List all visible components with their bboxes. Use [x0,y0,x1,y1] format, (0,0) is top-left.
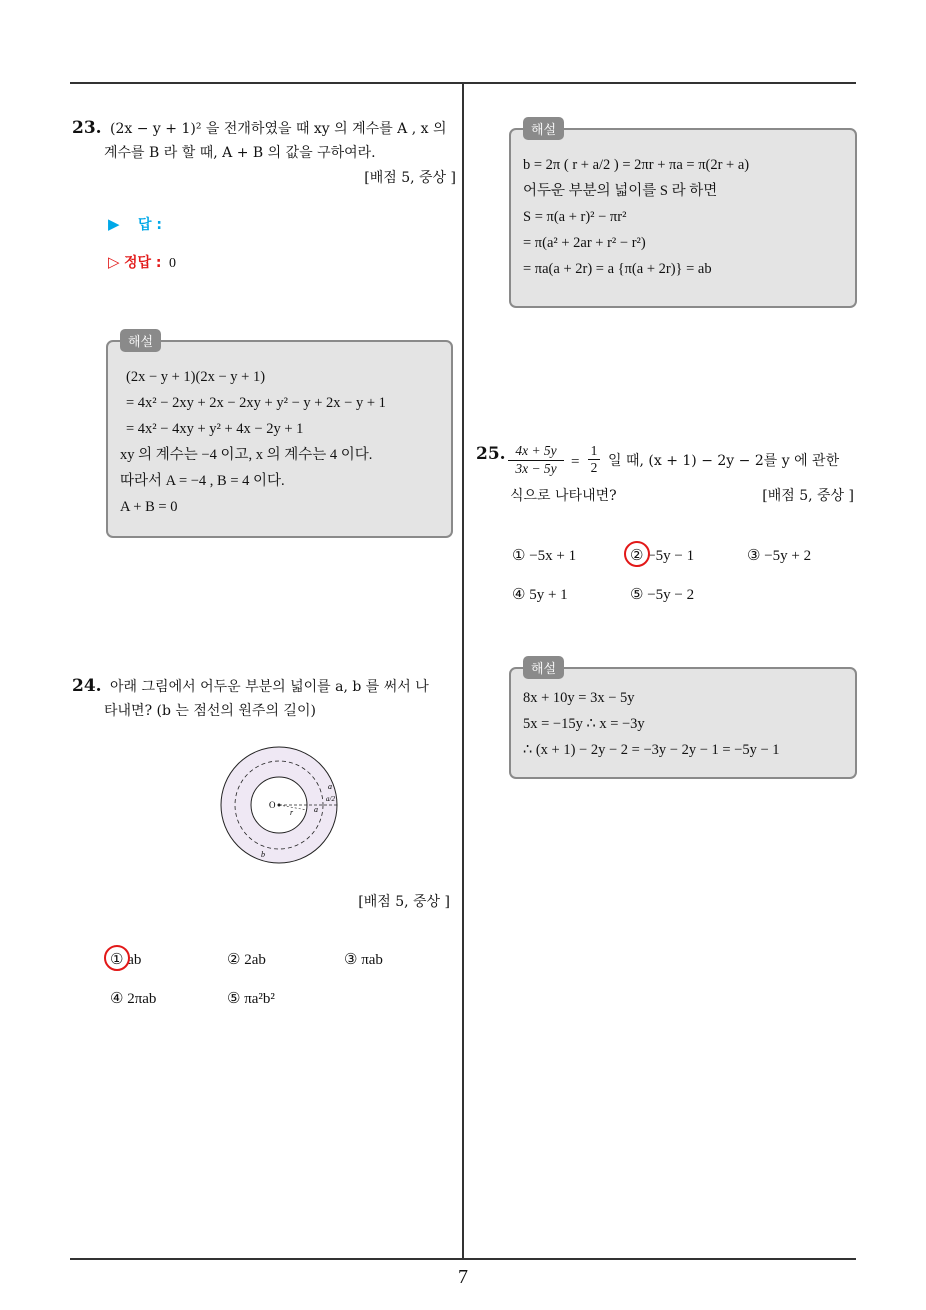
fraction-denominator: 3x − 5y [515,461,557,476]
explanation-line: 어두운 부분의 넓이를 S 라 하면 [523,183,718,199]
play-arrow-icon: ▶ [108,215,120,233]
question-number: 25. [476,444,506,464]
question-text-line2: 계수를 B 라 할 때, A + B 의 값을 구하여라. [104,145,376,161]
b-label: b [261,850,265,859]
correct-label: 정답 : [124,255,162,271]
question-text-line1: (2x − y + 1)² 을 전개하였을 때 xy 의 계수를 A , x 의 [110,121,447,137]
choice-3[interactable]: ③ πab [344,952,383,968]
explanation-line: = 4x² − 4xy + y² + 4x − 2y + 1 [126,421,304,437]
question-number: 24. [72,676,102,696]
question-text-line2: 식으로 나타내면? [510,488,617,504]
explanation-line: ∴ (x + 1) − 2y − 2 = −3y − 2y − 1 = −5y − 1 [523,742,780,758]
explanation-line: S = π(a + r)² − πr² [523,209,627,225]
choice-5[interactable]: ⑤ −5y − 2 [630,587,695,603]
answer-label: 답 : [138,217,162,233]
choice-3[interactable]: ③ −5y + 2 [747,548,812,564]
choice-5[interactable]: ⑤ πa²b² [227,991,275,1007]
explanation-line: b = 2π ( r + a/2 ) = 2πr + πa = π(2r + a) [523,157,750,173]
explanation-tag: 해설 [120,329,161,352]
choice-1[interactable]: ① −5x + 1 [512,548,577,564]
explanation-line: = π(a² + 2ar + r² − r²) [523,235,646,251]
explanation-tag: 해설 [523,656,564,679]
explanation-box [509,662,857,779]
choice-4[interactable]: ④ 5y + 1 [512,587,568,603]
bottom-rule [70,1258,856,1260]
explanation-line: (2x − y + 1)(2x − y + 1) [126,369,266,385]
page-number: 7 [458,1266,468,1288]
column-divider [462,82,464,1260]
explanation-line: = πa(a + 2r) = a {π(a + 2r)} = ab [523,261,712,277]
answer-row[interactable] [108,214,162,234]
center-label: O [269,800,276,810]
a-half-label: a/2 [326,795,335,803]
question-text-line1: 아래 그림에서 어두운 부분의 넓이를 a, b 를 써서 나 [110,679,429,695]
choice-2[interactable]: ② −5y − 1 [630,548,695,564]
explanation-line: 5x = −15y ∴ x = −3y [523,716,645,732]
selected-answer-mark [104,945,130,971]
fraction-numerator: 4x + 5y [508,443,564,461]
score-label: [배점 5, 중상 ] [364,170,456,186]
a-label: a [328,782,332,791]
score-label: [배점 5, 중상 ] [762,488,854,504]
choice-2[interactable]: ② 2ab [227,952,266,968]
explanation-box [509,123,857,308]
question-text-line1: 일 때, (x + 1) − 2y − 2를 y 에 관한 [608,453,840,469]
explanation-tag: 해설 [523,117,564,140]
equals-sign: = [571,454,580,470]
half-fraction [588,443,600,476]
choice-1[interactable]: ① ab [110,952,142,968]
fraction [508,443,564,477]
explanation-line: 따라서 A = −4 , B = 4 이다. [120,473,285,489]
choice-4[interactable]: ④ 2πab [110,991,157,1007]
half-numerator: 1 [588,443,600,460]
a-label-lower: a [314,805,318,814]
explanation-line: A + B = 0 [120,499,178,515]
explanation-line: 8x + 10y = 3x − 5y [523,690,635,706]
r-label: r [290,808,294,817]
question-text-line2: 타내면? (b 는 점선의 원주의 길이) [104,703,316,719]
correct-value: 0 [168,256,176,271]
annulus-figure [214,740,344,870]
selected-answer-mark [624,541,650,567]
explanation-line: = 4x² − 2xy + 2x − 2xy + y² − y + 2x − y + 1 [126,395,386,411]
question-number: 23. [72,118,102,138]
explanation-line: xy 의 계수는 −4 이고, x 의 계수는 4 이다. [120,447,373,463]
outline-arrow-icon: ▷ [108,253,120,271]
score-label: [배점 5, 중상 ] [358,894,450,910]
explanation-box [106,335,453,538]
correct-answer-row [108,252,176,272]
half-denominator: 2 [590,460,598,475]
